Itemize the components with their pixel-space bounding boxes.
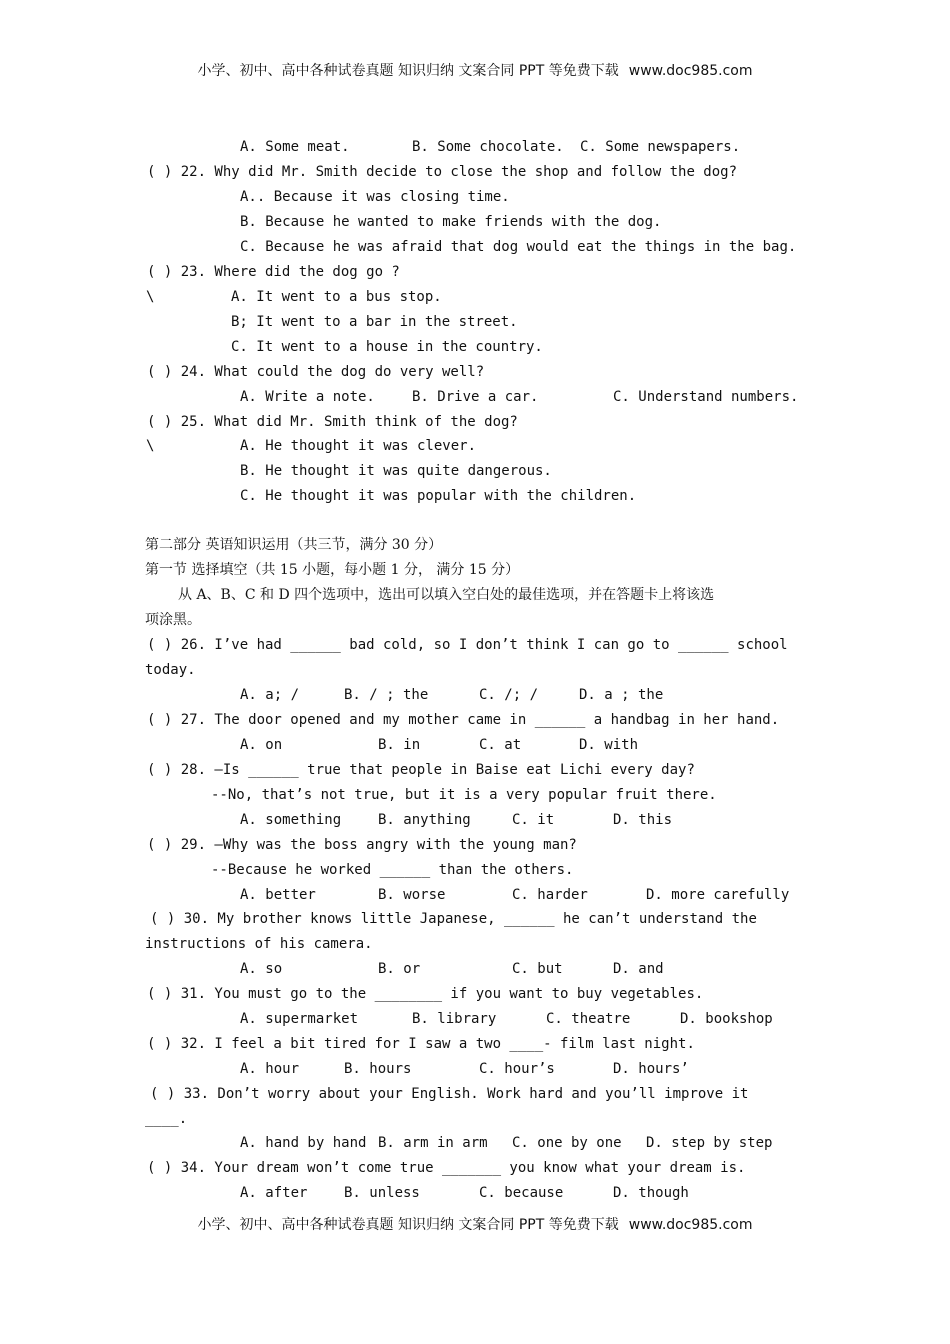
q21-option-a: A. Some meat. <box>240 139 350 155</box>
q23-option-a: A. It went to a bus stop. <box>231 289 442 305</box>
q29-reply: --Because he worked ______ than the others. <box>211 862 574 878</box>
q33-stem-cont: ____. <box>145 1111 188 1127</box>
q29-option-b: B. worse <box>378 887 446 903</box>
q34-option-a: A. after <box>240 1185 308 1201</box>
q26-stem: ( ) 26. I’ve had ______ bad cold, so I don’t think I can go to ______ school <box>147 637 788 653</box>
page-header <box>0 60 950 80</box>
page-footer <box>0 1214 950 1234</box>
q30-stem-cont: instructions of his camera. <box>145 936 373 952</box>
q28-option-a: A. something <box>240 812 342 828</box>
q28-option-d: D. this <box>613 812 673 828</box>
q27-option-c: C. at <box>479 737 522 753</box>
q30-option-d: D. and <box>613 961 664 977</box>
q26-option-c: C. /; / <box>479 687 539 703</box>
q22-option-c: C. Because he was afraid that dog would eat the things in the bag. <box>240 239 797 255</box>
q26-option-d: D. a ; the <box>579 687 664 703</box>
q34-option-c: C. because <box>479 1185 564 1201</box>
q33-option-c: C. one by one <box>512 1135 622 1151</box>
q27-option-d: D. with <box>579 737 639 753</box>
header-text: 小学、初中、高中各种试卷真题 知识归纳 文案合同 PPT 等免费下载 <box>197 63 619 79</box>
q30-option-c: C. but <box>512 961 563 977</box>
q23-option-c: C. It went to a house in the country. <box>231 339 543 355</box>
q23-stem: ( ) 23. Where did the dog go ? <box>147 264 400 280</box>
q32-option-c: C. hour’s <box>479 1061 555 1077</box>
q27-option-b: B. in <box>378 737 421 753</box>
q29-option-c: C. harder <box>512 887 588 903</box>
footer-url: www.doc985.com <box>628 1217 753 1233</box>
q23-stray-mark: \ <box>146 289 155 305</box>
q31-option-d: D. bookshop <box>680 1011 773 1027</box>
q33-option-a: A. hand by hand <box>240 1135 367 1151</box>
q23-option-b: B; It went to a bar in the street. <box>231 314 518 330</box>
q34-stem: ( ) 34. Your dream won’t come true _______ you know what your dream is. <box>147 1160 746 1176</box>
q33-option-b: B. arm in arm <box>378 1135 488 1151</box>
q22-option-a: A.. Because it was closing time. <box>240 189 510 205</box>
q33-stem: ( ) 33. Don’t worry about your English. Work hard and you’ll improve it <box>150 1086 749 1102</box>
q29-stem: ( ) 29. –Why was the boss angry with the young man? <box>147 837 577 853</box>
q31-stem: ( ) 31. You must go to the ________ if you want to buy vegetables. <box>147 986 704 1002</box>
q27-option-a: A. on <box>240 737 283 753</box>
q24-option-c: C. Understand numbers. <box>613 389 799 405</box>
q31-option-c: C. theatre <box>546 1011 631 1027</box>
q31-option-a: A. supermarket <box>240 1011 359 1027</box>
q27-stem: ( ) 27. The door opened and my mother came in ______ a handbag in her hand. <box>147 712 780 728</box>
q22-stem: ( ) 22. Why did Mr. Smith decide to close the shop and follow the dog? <box>147 164 738 180</box>
q22-option-b: B. Because he wanted to make friends with the dog. <box>240 214 662 230</box>
q25-option-c: C. He thought it was popular with the children. <box>240 488 637 504</box>
q24-option-b: B. Drive a car. <box>412 389 539 405</box>
q25-option-a: A. He thought it was clever. <box>240 438 477 454</box>
q25-stem: ( ) 25. What did Mr. Smith think of the dog? <box>147 414 518 430</box>
part2-title: 第二部分 英语知识运用（共三节，满分 30 分） <box>145 537 443 553</box>
q28-reply: --No, that’s not true, but it is a very popular fruit there. <box>211 787 717 803</box>
q30-option-b: B. or <box>378 961 421 977</box>
instructions-line2: 项涂黑。 <box>145 612 201 628</box>
q32-option-d: D. hours’ <box>613 1061 689 1077</box>
q26-stem-cont: today. <box>145 662 196 678</box>
q34-option-d: D. though <box>613 1185 689 1201</box>
q28-stem: ( ) 28. –Is ______ true that people in Baise eat Lichi every day? <box>147 762 695 778</box>
footer-text: 小学、初中、高中各种试卷真题 知识归纳 文案合同 PPT 等免费下载 <box>197 1217 619 1233</box>
q33-option-d: D. step by step <box>646 1135 773 1151</box>
q28-option-c: C. it <box>512 812 555 828</box>
header-url: www.doc985.com <box>628 63 753 79</box>
q24-option-a: A. Write a note. <box>240 389 375 405</box>
q24-stem: ( ) 24. What could the dog do very well? <box>147 364 485 380</box>
q21-option-b: B. Some chocolate. <box>412 139 564 155</box>
q32-stem: ( ) 32. I feel a bit tired for I saw a two ____- film last night. <box>147 1036 695 1052</box>
q26-option-a: A. a; / <box>240 687 300 703</box>
q30-stem: ( ) 30. My brother knows little Japanese, ______ he can’t understand the <box>150 911 757 927</box>
q25-option-b: B. He thought it was quite dangerous. <box>240 463 552 479</box>
q21-option-c: C. Some newspapers. <box>580 139 741 155</box>
q32-option-a: A. hour <box>240 1061 300 1077</box>
q26-option-b: B. / ; the <box>344 687 429 703</box>
instructions-line1: 从 A、B、C 和 D 四个选项中，选出可以填入空白处的最佳选项，并在答题卡上将该选 <box>178 587 715 603</box>
q29-option-d: D. more carefully <box>646 887 790 903</box>
q25-stray-mark: \ <box>146 438 155 454</box>
q29-option-a: A. better <box>240 887 316 903</box>
q28-option-b: B. anything <box>378 812 471 828</box>
section1-title: 第一节 选择填空（共 15 小题，每小题 1 分， 满分 15 分） <box>145 562 520 578</box>
q31-option-b: B. library <box>412 1011 497 1027</box>
q34-option-b: B. unless <box>344 1185 420 1201</box>
q30-option-a: A. so <box>240 961 283 977</box>
q32-option-b: B. hours <box>344 1061 412 1077</box>
